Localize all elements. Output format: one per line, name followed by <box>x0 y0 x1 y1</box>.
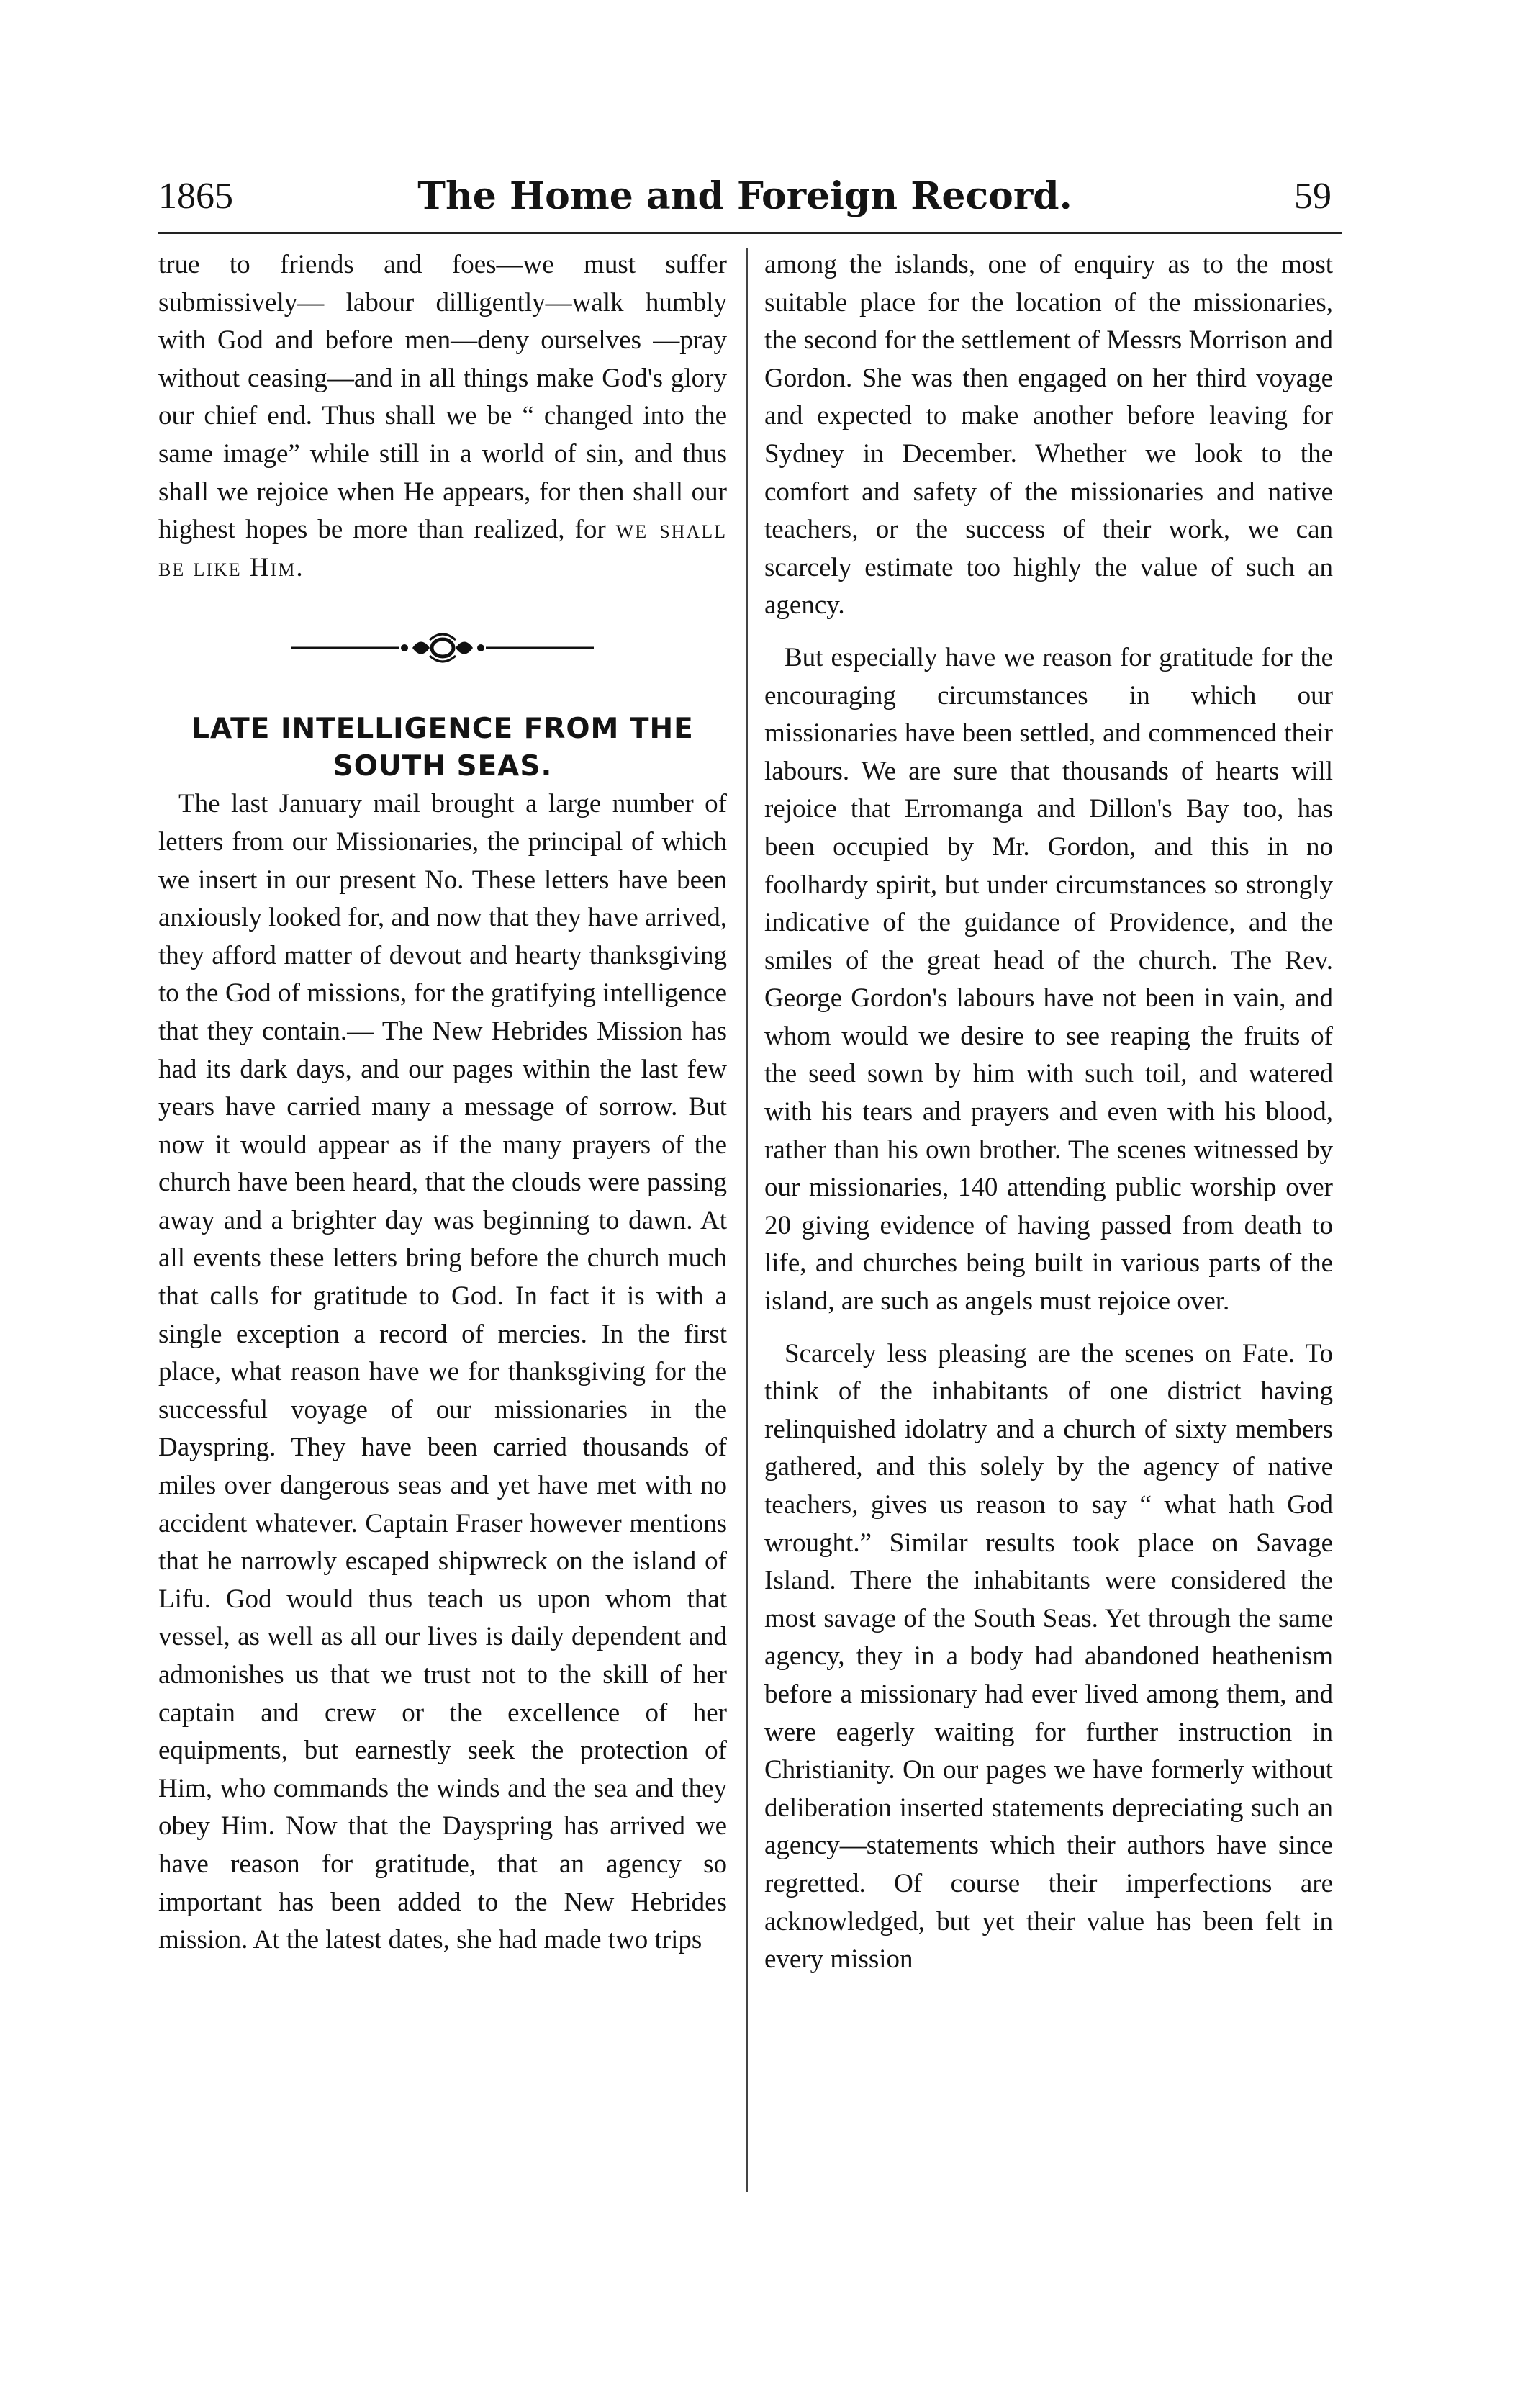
section-title: LATE INTELLIGENCE FROM THE SOUTH SEAS. <box>191 713 694 783</box>
page-header <box>151 171 1339 222</box>
header-year: 1865 <box>158 176 233 217</box>
ornament-divider <box>291 630 594 666</box>
right-column <box>764 246 1333 1979</box>
left-column <box>158 246 727 1960</box>
right-paragraph-2: But especially have we reason for gratitude for the encouraging circumstances in which our missionaries have been settled, and commenced their labours. We are sure that thousands of hearts will rejoice that Erromanga and Dillon's Bay too, has been occupied by Mr. Gordon, and this in no foolhardy spirit, but under circumstances so strongly indicative of the guidance of Providence, and the smiles of the great head of the church. The Rev. George Gordon's labours have not been in vain, and whom would we desire to see reaping the fruits of the seed sown by him with such toil, and watered with his tears and prayers and even with his blood, rather than his own brother. The scenes witnessed by our missionaries, 140 attending public worship over 20 giving evidence of having passed from death to life, and churches being built in various parts of the island, are such as angels must rejoice over. <box>764 642 1333 1317</box>
closing-phrase: we shall be like Him. <box>158 515 727 582</box>
header-rule <box>158 232 1342 234</box>
journal-title: The Home and Foreign Record. <box>417 174 1072 218</box>
right-paragraph-1: among the islands, one of enquiry as to the most suitable place for the location of the missionaries, the second for the settlement of Messrs Morrison and Gordon. She was then engaged on her third voyage and expected to make another before leaving for Sydney in December. Whether we look to the comfort and safety of the missionaries and native teachers, or the success of their work, we can scarcely estimate too highly the value of such an agency. <box>764 250 1333 621</box>
page-number: 59 <box>1294 176 1332 217</box>
right-paragraph-3: Scarcely less pleasing are the scenes on Fate. To think of the inhabitants of one district having relinquished idolatry and a church of sixty members gathered, and this solely by the agency of native teachers, gives us reason to say “ what hath God wrought.” Similar results took place on Savage Island. There the inhabitants were considered the most savage of the South Seas. Yet through the same agency, they in a body had abandoned heathenism before a missionary had ever lived among them, and were eagerly waiting for further instruction in Christianity. On our pages we have formerly without deliberation inserted statements depreciating such an agency—statements which their authors have since regretted. Of course their imperfections are acknowledged, but yet their value has been felt in every mission <box>764 1338 1333 1975</box>
column-divider <box>746 248 748 2192</box>
continuation-text: true to friends and foes—we must suffer submissively— labour dilligently—walk humbly with God and before men—deny ourselves —pray without ceasing—and in all things make God's glory our chief end. Thus shall we be “ changed into the same image” while still in a world of sin, and thus shall we rejoice when He appears, for then shall our highest hopes be more than realized, for <box>158 250 727 545</box>
section-paragraph: The last January mail brought a large number of letters from our Missionaries, the principal of which we insert in our present No. These letters have been anxiously looked for, and now that they have arrived, they afford matter of devout and hearty thanksgiving to the God of missions, for the gratifying intelligence that they contain.— The New Hebrides Mission has had its dark days, and our pages within the last few years have carried many a message of sorrow. But now it would appear as if the many prayers of the church have been heard, that the clouds were passing away and a brighter day was beginning to dawn. At all events these letters bring before the church much that calls for gratitude to God. In fact it is with a single exception a record of mercies. In the first place, what reason have we for thanksgiving for the successful voyage of our missionaries in the Dayspring. They have been carried thousands of miles over dangerous seas and yet have met with no accident whatever. Captain Fraser however mentions that he narrowly escaped shipwreck on the island of Lifu. God would thus teach us upon whom that vessel, as well as all our lives is daily dependent and admonishes us that we trust not to the skill of her captain and crew or the excellence of her equipments, but earnestly seek the protection of Him, who commands the winds and the sea and they obey Him. Now that the Dayspring has arrived we have reason for gratitude, that an agency so important has been added to the New Hebrides mission. At the latest dates, she had made two trips <box>158 789 727 1955</box>
continuation-paragraph <box>158 246 727 587</box>
